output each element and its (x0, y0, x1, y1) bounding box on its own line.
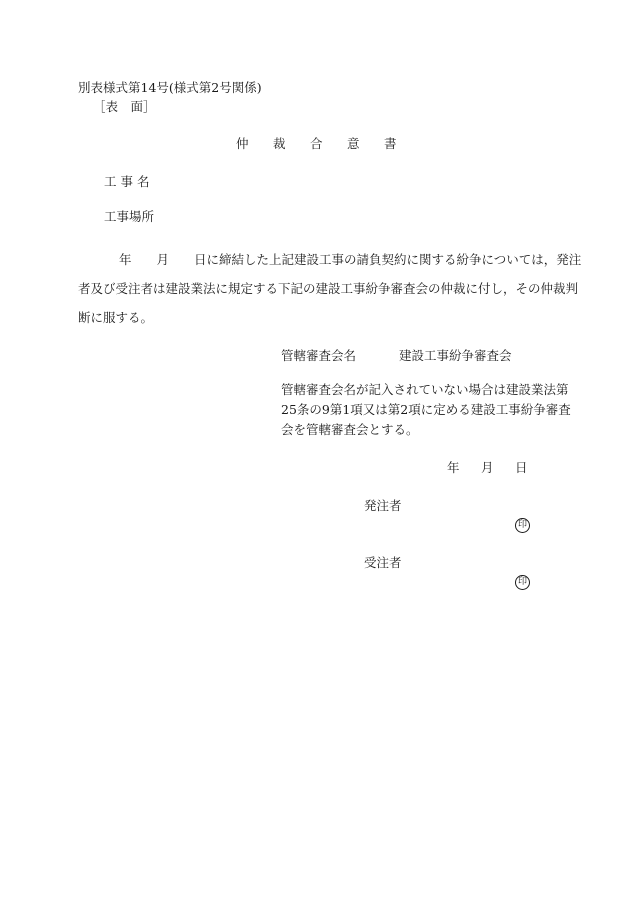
title-char: 仲 (236, 136, 249, 151)
paragraph-line: 年 月 日に締結した上記建設工事の請負契約に関する紛争については，発注 (94, 252, 582, 267)
title-char: 合 (310, 136, 323, 151)
date-month: 月 (481, 460, 494, 475)
title-char: 意 (347, 136, 360, 151)
board-note-line: 25条の9第1項又は第2項に定める建設工事紛争審査 (281, 402, 571, 417)
board-note-line: 管轄審査会名が記入されていない場合は建設業法第 (281, 382, 569, 397)
board-name-label: 管轄審査会名 (281, 348, 357, 363)
title-char: 裁 (273, 136, 286, 151)
board-name-value: 建設工事紛争審査会 (399, 348, 512, 363)
project-name-label: 工 事 名 (104, 174, 150, 189)
form-side-label: ［表 面］ (93, 99, 156, 114)
title-char: 書 (384, 136, 397, 151)
contractor-label: 受注者 (364, 555, 402, 570)
project-place-label: 工事場所 (104, 209, 155, 224)
seal-mark-icon: 印 (515, 575, 530, 590)
date-day: 日 (515, 460, 528, 475)
date-year: 年 (447, 460, 460, 475)
seal-mark-icon: 印 (515, 518, 530, 533)
paragraph-line: 断に服する。 (78, 310, 154, 325)
paragraph-line: 者及び受注者は建設業法に規定する下記の建設工事紛争審査会の仲裁に付し，その仲裁判 (78, 281, 579, 296)
board-note-line: 会を管轄審査会とする。 (281, 422, 419, 437)
form-number-header: 別表様式第14号(様式第2号関係) (78, 80, 262, 95)
orderer-label: 発注者 (364, 498, 402, 513)
